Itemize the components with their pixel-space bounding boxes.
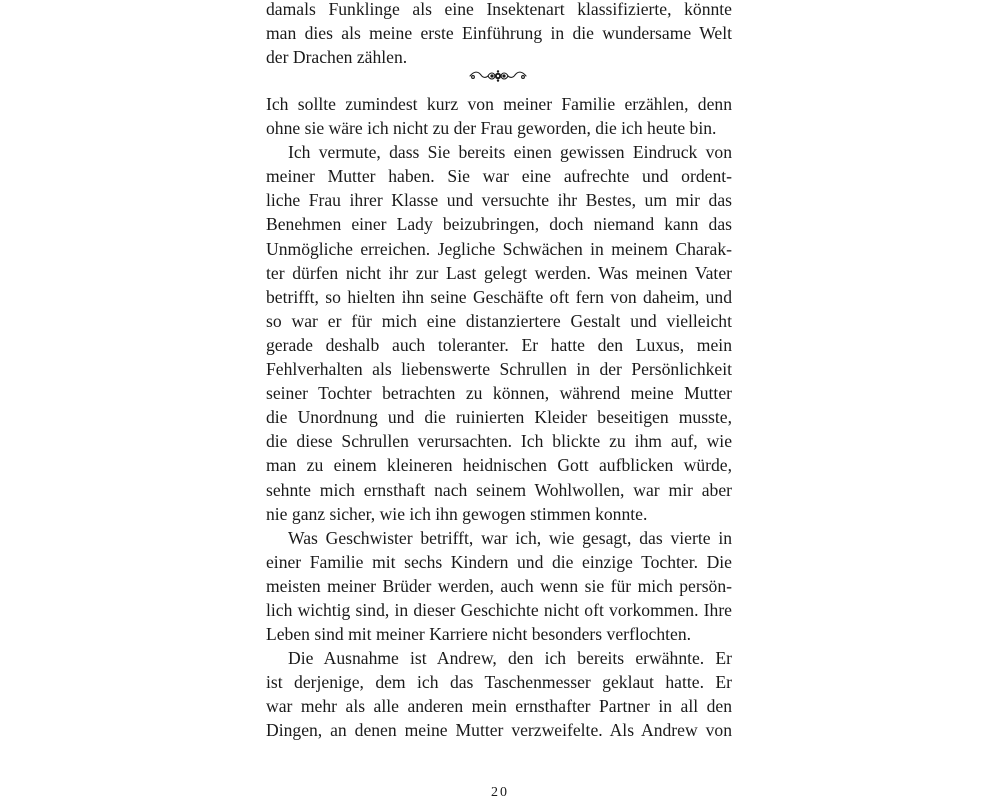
text-line: einer Familie mit sechs Kindern und die einzige Tochter. Die <box>266 551 732 572</box>
text-line: ter dürfen nicht ihr zur Last gelegt werden. Was meinen Vater <box>266 262 732 283</box>
floral-ornament-icon <box>468 68 528 84</box>
text-line: nie ganz sicher, wie ich ihn gewogen stimmen konnte. <box>266 503 648 524</box>
page-number: 20 <box>491 785 509 800</box>
text-line: die diese Schrullen verursachten. Ich blickte zu ihm auf, wie <box>266 431 732 452</box>
text-line: Ich vermute, dass Sie bereits einen gewissen Eindruck von <box>288 142 732 163</box>
text-line: Was Geschwister betrifft, war ich, wie gesagt, das vierte in <box>288 527 732 548</box>
text-line: war mehr als alle anderen mein ernsthafter Partner in all den <box>266 696 732 717</box>
text-line: ohne sie wäre ich nicht zu der Frau geworden, die ich heute bin. <box>266 118 717 139</box>
text-line: man dies als meine erste Einführung in die wundersame Welt <box>266 23 732 44</box>
text-line: Ich sollte zumindest kurz von meiner Familie erzählen, denn <box>266 94 732 114</box>
main-text-block <box>266 92 732 743</box>
paragraph-top-fragment <box>266 0 732 69</box>
text-line: Benehmen einer Lady beizubringen, doch niemand kann das <box>266 214 732 235</box>
text-line: sehnte mich ernsthaft nach seinem Wohlwollen, war mir aber <box>266 479 732 500</box>
text-line: seiner Tochter betrachten zu können, während meine Mutter <box>266 383 732 404</box>
text-line: der Drachen zählen. <box>266 47 408 68</box>
text-line: Fehlverhalten als liebenswerte Schrullen in der Persönlichkeit <box>266 359 732 380</box>
text-line: ist derjenige, dem ich das Taschenmesser geklaut hatte. Er <box>266 672 732 693</box>
text-line: man zu einem kleineren heidnischen Gott aufblicken würde, <box>266 455 732 476</box>
text-line: die Unordnung und die ruinierten Kleider beseitigen musste, <box>266 407 732 428</box>
text-line: Die Ausnahme ist Andrew, den ich bereits erwähnte. Er <box>288 648 732 669</box>
text-line: so war er für mich eine distanziertere Gestalt und vielleicht <box>266 310 732 331</box>
text-line: Leben sind mit meiner Karriere nicht besonders verflochten. <box>266 624 692 645</box>
text-line: lich wichtig sind, in dieser Geschichte nicht oft vorkommen. Ihre <box>266 599 732 620</box>
text-line: betrifft, so hielten ihn seine Geschäfte oft fern von daheim, und <box>266 286 732 307</box>
text-line: Dingen, an denen meine Mutter verzweifelte. Als Andrew von <box>266 720 732 741</box>
text-line: damals Funklinge als eine Insektenart klassifizierte, könnte <box>266 0 732 19</box>
text-line: liche Frau ihrer Klasse und versuchte ihr Bestes, um mir das <box>266 190 732 211</box>
text-line: gerade deshalb auch toleranter. Er hatte den Luxus, mein <box>266 334 732 355</box>
text-line: meisten meiner Brüder werden, auch wenn sie für mich persön- <box>266 575 732 596</box>
text-line: meiner Mutter haben. Sie war eine aufrechte und ordent- <box>266 166 732 187</box>
text-line: Unmögliche erreichen. Jegliche Schwächen in meinem Charak- <box>266 238 732 259</box>
